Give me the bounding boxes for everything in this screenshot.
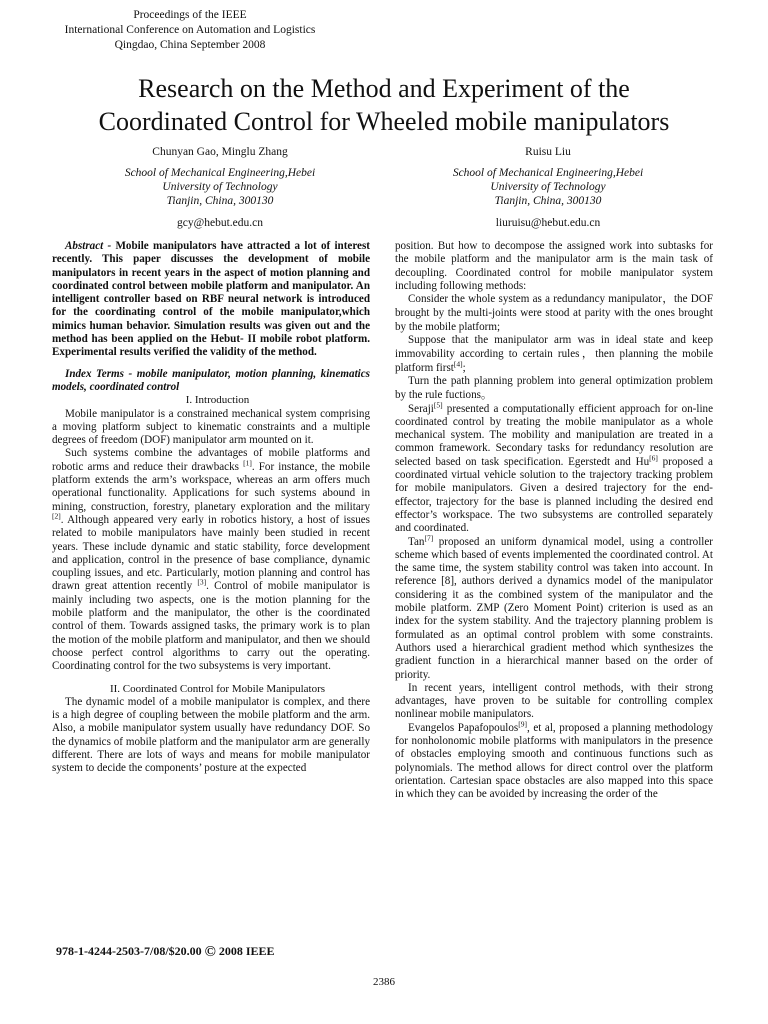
text-run: proposed an uniform dynamical model, using a controller scheme which based of events implemented the coordinated control. At the same time, the system stability control was taken into account. In reference [8], authors derived a dynamics model of the manipulator considering it as the combined system of the manipulator and the mobile platform. ZMP (Zero Moment Point) criterion is used as an index for the system stability. And the trajectory planning problem is formulated as an optimal control problem with some constraints. Authors used a hierarchical gradient method which synthesizes the gradient function in a hierarchical manner based on the order of priority. bbox=[395, 535, 713, 681]
page-number: 2386 bbox=[373, 976, 395, 988]
text-run: Seraji bbox=[408, 402, 434, 415]
citation: [5] bbox=[433, 399, 443, 409]
author-names: Chunyan Gao, Minglu Zhang bbox=[152, 146, 288, 158]
section-heading: II. Coordinated Control for Mobile Manipulators bbox=[109, 682, 326, 695]
text-run: proposed a coordinated virtual vehicle solution to the trajectory tracking problem for mobile manipulators. Given a desired trajectory for the end-effector, trajectory for the base is planned including the desired end effector’s workspace. The two subsystems are controlled separately and coordinated. bbox=[395, 455, 713, 535]
text-run: Evangelos Papafopoulos bbox=[408, 721, 519, 734]
text-run: Tan bbox=[408, 535, 425, 548]
text-run: Suppose that the manipulator arm was in ideal state and keep immovability according to certain rules，then planning the mobile platform first bbox=[395, 334, 713, 374]
citation: [3] bbox=[197, 577, 207, 587]
paragraph bbox=[395, 719, 713, 802]
abstract bbox=[52, 240, 370, 360]
text-run: . Although appeared very early in robotics history, a host of issues related to mobile manipulators have mainly been studied in recent years. These include dynamic and static stability, force development and application, control in the presence of base compliance, dynamic coupling issues, and etc. Particularly, motion planning and control has drawn great attention recently bbox=[52, 513, 370, 593]
paragraph bbox=[395, 399, 713, 536]
text-run: ; bbox=[462, 361, 466, 374]
author-affiliation: Tianjin, China, 300130 bbox=[494, 195, 602, 207]
citation: [9] bbox=[518, 719, 527, 728]
index-terms-label: Index Terms - bbox=[65, 367, 133, 380]
author-affiliation: Tianjin, China, 300130 bbox=[166, 195, 274, 207]
text-run: Consider the whole system as a redundancy manipulator，the DOF brought by the multi-joints were stood at parity with the ones brought by the mobile platform; bbox=[395, 293, 713, 333]
proceedings-line: Proceedings of the IEEE bbox=[133, 9, 247, 21]
text-run: . For instance, the mobile platform extends the arm’s workspace, whereas an arm offers much operational functionality. Applications for such systems abound in mining, construction, forestry, planetary exploration and the military bbox=[52, 460, 370, 513]
paragraph: position. But how to decompose the assigned work into subtasks for the mobile platform and the manipulator arm is the main task of decoupling. Coordinated control for mobile manipulator system including following methods: bbox=[395, 240, 713, 292]
index-terms bbox=[52, 368, 370, 395]
author-block-right bbox=[398, 145, 698, 230]
author-affiliation: School of Mechanical Engineering,Hebei bbox=[124, 167, 316, 179]
abstract-text: Mobile manipulators have attracted a lot of interest recently. This paper discusses the development of mobile manipulators in recent years in the aspect of motion planning and coordinated control between mobile platform and manipulator. An intelligent controller based on RBF neural network is introduced for the coordinating control of the mobile manipulator,which mimics human behavior. Simulation results was given out and the method has been applied on the Hebut- II mobile robot platform. Experimental results verified the validity of the method. bbox=[52, 240, 370, 359]
list-item bbox=[395, 334, 713, 375]
author-affiliation: University of Technology bbox=[490, 181, 606, 193]
text-run: presented a computationally efficient approach for on-line coordinated control by treating the mobile manipulator as a whole mechanical system. The mobility and manipulation are treated in a common framework. Secondary tasks for redundancy resolution are selected based on task specification. Egerstedt and Hu bbox=[395, 402, 713, 468]
author-affiliation: School of Mechanical Engineering,Hebei bbox=[452, 167, 644, 179]
citation: [2] bbox=[52, 511, 61, 521]
paragraph: Mobile manipulator is a constrained mechanical system comprising a moving platform subject to kinematic constraints and a multiple degrees of freedom (DOF) manipulator arm mounted on it. bbox=[52, 407, 370, 447]
index-terms-text: mobile manipulator, motion planning, kinematics models, coordinated control bbox=[52, 367, 370, 393]
section-heading: I. Introduction bbox=[185, 394, 250, 407]
copyright-icon: © bbox=[204, 944, 216, 960]
proceedings-line: International Conference on Automation and Logistics bbox=[64, 24, 316, 36]
citation: [4] bbox=[453, 358, 463, 368]
author-block-left bbox=[70, 145, 370, 230]
list-item bbox=[395, 375, 713, 403]
author-email: gcy@hebut.edu.cn bbox=[177, 217, 263, 229]
author-names: Ruisu Liu bbox=[525, 146, 571, 158]
author-email: liuruisu@hebut.edu.cn bbox=[495, 217, 601, 229]
list-item bbox=[395, 293, 713, 334]
text-run: , et al, proposed a planning methodology for nonholonomic mobile platforms with manipulators in the presence of obstacles employing smooth and continuous functions such as polynomials. The method allows for direct control over the platform orientation. Cartesian space obstacles are also mapped into this space in which they can be avoided by increasing the order of the bbox=[395, 721, 713, 801]
proceedings-header bbox=[0, 8, 380, 53]
text-run: . Control of mobile manipulator is mainly including two aspects, one is the motion planning for the mobile platform and the manipulator, the other is the coordinated control of them. Towards assigned tasks, the primary work is to plan the motion of the mobile platform and manipulator, and then we should choose perfect control algorithms to carry out the operating. Coordinating control for the two subsystems is very important. bbox=[52, 580, 370, 673]
copyright-text: 2008 IEEE bbox=[218, 944, 275, 958]
title-line: Coordinated Control for Wheeled mobile manipulators bbox=[98, 107, 670, 136]
proceedings-line: Qingdao, China September 2008 bbox=[114, 39, 266, 51]
right-column bbox=[395, 240, 713, 801]
text-run: Such systems combine the advantages of mobile platforms and robotic arms and reduce their drawbacks bbox=[52, 447, 370, 473]
abstract-label: Abstract - bbox=[65, 240, 112, 252]
text-run: Turn the path planning problem into general optimization problem by the rule fuctions。 bbox=[395, 374, 713, 402]
citation: [6] bbox=[649, 453, 658, 463]
paper-title bbox=[20, 72, 748, 138]
paragraph: In recent years, intelligent control methods, with their strong advantages, have proven to be suitable for controlling complex nonlinear mobile manipulators. bbox=[395, 681, 713, 721]
footer-isbn bbox=[56, 944, 275, 961]
isbn-text: 978-1-4244-2503-7/08/$20.00 bbox=[56, 944, 202, 958]
citation: [7] bbox=[424, 532, 434, 542]
paragraph bbox=[52, 447, 370, 673]
author-affiliation: University of Technology bbox=[162, 181, 278, 193]
paragraph: The dynamic model of a mobile manipulator is complex, and there is a high degree of coupling between the mobile platform and the arm. Also, a mobile manipulator system usually have redundancy DOF. So the dynamics of mobile platform and the manipulator arm are generally different. There are lots of ways and means for mobile manipulator system to decide the components’ posture at the expected bbox=[52, 695, 370, 775]
left-column bbox=[52, 240, 370, 776]
citation: [1] bbox=[243, 458, 252, 468]
title-line: Research on the Method and Experiment of the bbox=[138, 74, 630, 103]
paragraph bbox=[395, 532, 713, 682]
